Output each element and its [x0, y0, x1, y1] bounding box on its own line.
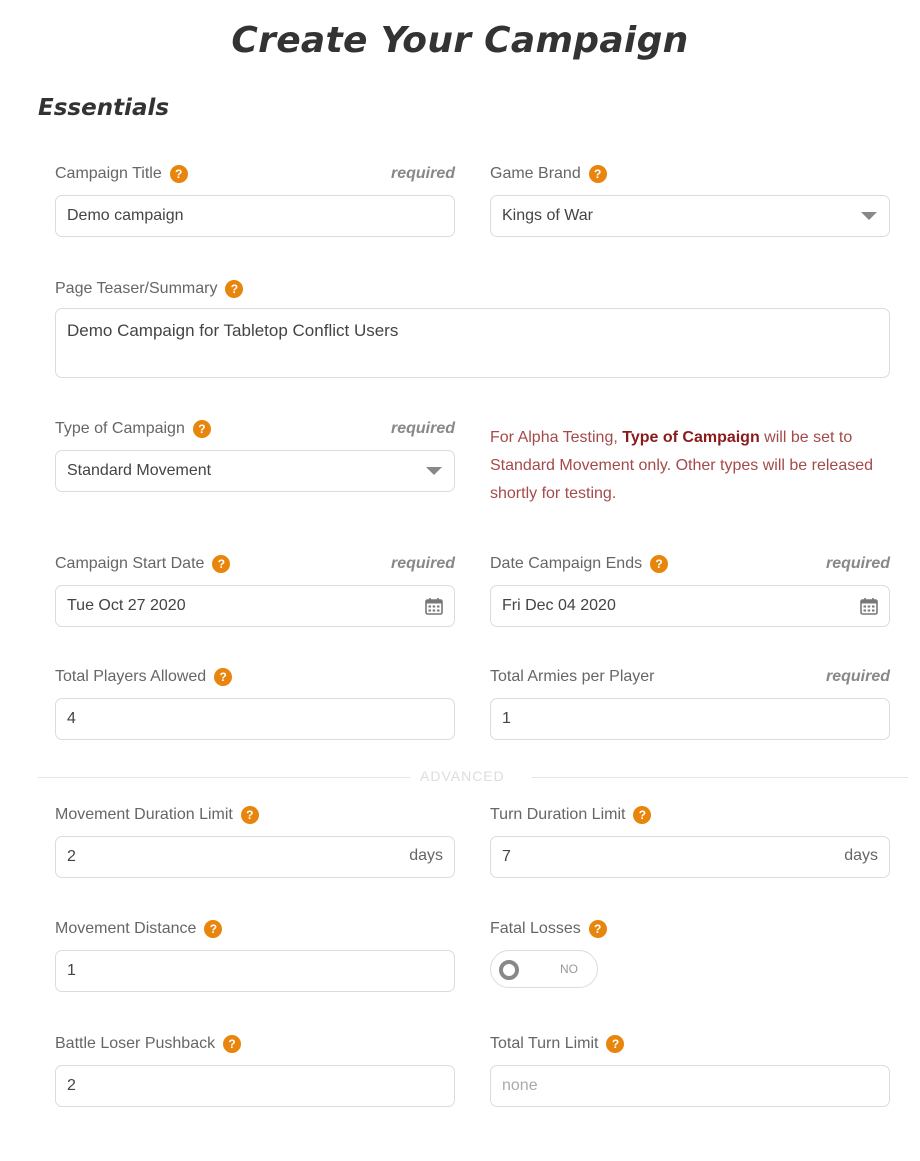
divider-left: [38, 777, 410, 778]
game-brand-select[interactable]: [490, 195, 890, 237]
required-label: required: [825, 555, 890, 572]
start-date-field: [55, 555, 455, 630]
total-turn-limit-input[interactable]: [490, 1065, 890, 1107]
game-brand-field: [490, 165, 890, 240]
campaign-title-input[interactable]: [55, 195, 455, 237]
help-icon[interactable]: ?: [589, 165, 607, 183]
movement-distance-field: [55, 920, 455, 995]
total-players-input[interactable]: [55, 698, 455, 740]
required-label: required: [390, 165, 455, 182]
loser-pushback-label: Battle Loser Pushback: [55, 1035, 216, 1052]
end-date-input[interactable]: [490, 585, 890, 627]
teaser-textarea[interactable]: [55, 308, 890, 378]
help-icon[interactable]: ?: [633, 806, 651, 824]
alpha-testing-notice: [490, 424, 890, 508]
caret-down-icon: [861, 212, 877, 220]
days-unit: days: [844, 847, 878, 864]
caret-down-icon: [426, 467, 442, 475]
loser-pushback-value: 2: [67, 1077, 76, 1094]
campaign-type-value: Standard Movement: [67, 462, 212, 479]
campaign-title-label: Campaign Title: [55, 165, 162, 182]
toggle-state-label: NO: [560, 962, 578, 976]
campaign-type-select[interactable]: [55, 450, 455, 492]
campaign-title-field: [55, 165, 455, 240]
help-icon[interactable]: ?: [214, 668, 232, 686]
notice-prefix: For Alpha Testing,: [490, 429, 623, 446]
end-date-field: [490, 555, 890, 630]
required-label: required: [825, 668, 890, 685]
teaser-label: Page Teaser/Summary: [55, 280, 218, 297]
notice-emphasis: Type of Campaign: [622, 429, 760, 446]
help-icon[interactable]: ?: [212, 555, 230, 573]
help-icon[interactable]: ?: [589, 920, 607, 938]
movement-distance-value: 1: [67, 962, 76, 979]
turn-duration-field: [490, 806, 890, 881]
start-date-label: Campaign Start Date: [55, 555, 205, 572]
help-icon[interactable]: ?: [606, 1035, 624, 1053]
start-date-input[interactable]: [55, 585, 455, 627]
movement-distance-input[interactable]: [55, 950, 455, 992]
help-icon[interactable]: ?: [225, 280, 243, 298]
fatal-losses-label: Fatal Losses: [490, 920, 581, 937]
game-brand-label: Game Brand: [490, 165, 581, 182]
required-label: required: [390, 420, 455, 437]
movement-duration-label: Movement Duration Limit: [55, 806, 233, 823]
help-icon[interactable]: ?: [170, 165, 188, 183]
game-brand-value: Kings of War: [502, 207, 593, 224]
help-icon[interactable]: ?: [193, 420, 211, 438]
armies-per-player-label: Total Armies per Player: [490, 668, 655, 685]
movement-duration-field: [55, 806, 455, 881]
start-date-value: Tue Oct 27 2020: [67, 597, 186, 614]
calendar-icon[interactable]: [860, 597, 878, 615]
total-players-field: [55, 668, 455, 743]
teaser-value: Demo Campaign for Tabletop Conflict Users: [67, 321, 399, 340]
page-title: Create Your Campaign: [231, 20, 689, 61]
turn-duration-label: Turn Duration Limit: [490, 806, 626, 823]
armies-per-player-input[interactable]: [490, 698, 890, 740]
section-title-essentials: Essentials: [38, 95, 170, 121]
advanced-divider-label: ADVANCED: [420, 768, 505, 784]
turn-duration-value: 7: [502, 848, 511, 865]
total-turn-limit-field: [490, 1035, 890, 1110]
campaign-title-value: Demo campaign: [67, 207, 184, 224]
movement-duration-value: 2: [67, 848, 76, 865]
calendar-icon[interactable]: [425, 597, 443, 615]
days-unit: days: [409, 847, 443, 864]
total-turn-limit-placeholder: none: [502, 1077, 538, 1094]
help-icon[interactable]: ?: [241, 806, 259, 824]
total-turn-limit-label: Total Turn Limit: [490, 1035, 599, 1052]
loser-pushback-field: [55, 1035, 455, 1110]
help-icon[interactable]: ?: [204, 920, 222, 938]
toggle-knob: [499, 960, 519, 980]
end-date-label: Date Campaign Ends: [490, 555, 643, 572]
required-label: required: [390, 555, 455, 572]
teaser-field: [55, 280, 890, 380]
fatal-losses-field: [490, 920, 890, 995]
armies-per-player-value: 1: [502, 710, 511, 727]
help-icon[interactable]: ?: [650, 555, 668, 573]
help-icon[interactable]: ?: [223, 1035, 241, 1053]
campaign-type-label: Type of Campaign: [55, 420, 185, 437]
movement-distance-label: Movement Distance: [55, 920, 197, 937]
end-date-value: Fri Dec 04 2020: [502, 597, 616, 614]
fatal-losses-toggle[interactable]: [490, 950, 598, 988]
campaign-type-field: [55, 420, 455, 495]
loser-pushback-input[interactable]: [55, 1065, 455, 1107]
divider-right: [532, 777, 908, 778]
turn-duration-input[interactable]: [490, 836, 890, 878]
notice-suffix: will be set to Standard Movement only. Other types will be released shortly for testing.: [490, 429, 874, 502]
movement-duration-input[interactable]: [55, 836, 455, 878]
total-players-label: Total Players Allowed: [55, 668, 207, 685]
armies-per-player-field: [490, 668, 890, 743]
total-players-value: 4: [67, 710, 76, 727]
